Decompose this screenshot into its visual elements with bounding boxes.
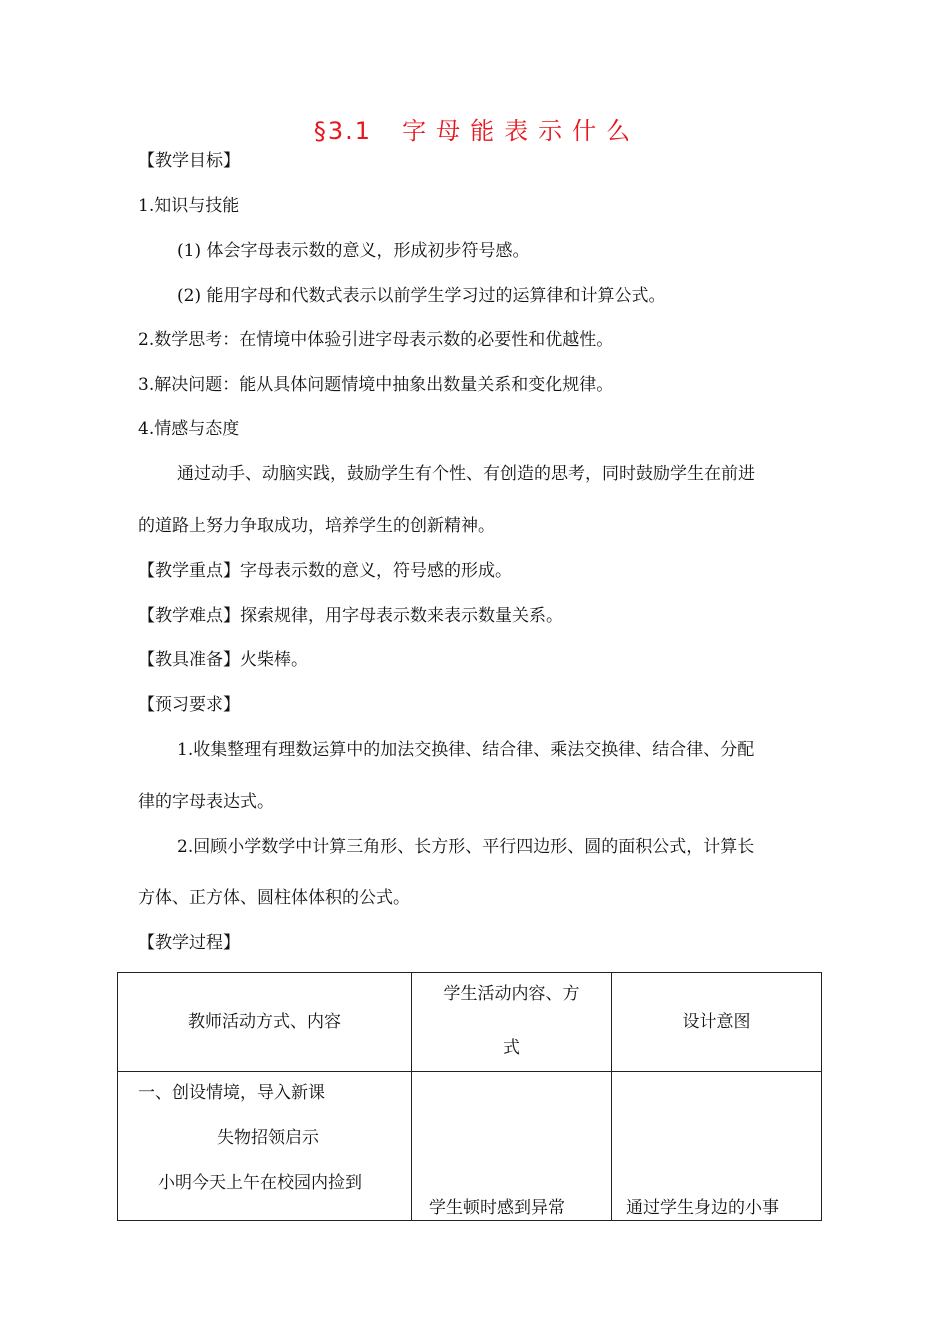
header-cell-teacher bbox=[118, 973, 412, 1072]
preview-item-1-line-1: 1.收集整理有理数运算中的加法交换律、结合律、乘法交换律、结合律、分配 bbox=[177, 740, 755, 760]
cell-text-notice-body: 小明今天上午在校园内捡到 bbox=[158, 1173, 362, 1193]
goal-item-4-paragraph-line-2: 的道路上努力争取成功，培养学生的创新精神。 bbox=[138, 516, 495, 536]
goal-item-4: 4.情感与态度 bbox=[138, 419, 240, 439]
cell-text-section: 一、创设情境，导入新课 bbox=[138, 1083, 325, 1103]
section-number: §3.1 bbox=[313, 117, 373, 145]
teaching-tools: 【教具准备】火柴棒。 bbox=[138, 650, 308, 670]
cell-text-student: 学生顿时感到异常 bbox=[429, 1198, 565, 1218]
page-title bbox=[0, 116, 950, 146]
title-char: 么 bbox=[606, 117, 633, 145]
header-label-student-line-2: 式 bbox=[503, 1038, 520, 1058]
header-label-teacher: 教师活动方式、内容 bbox=[188, 1012, 341, 1032]
cell-text-design: 通过学生身边的小事 bbox=[626, 1198, 779, 1218]
key-point: 【教学重点】字母表示数的意义，符号感的形成。 bbox=[138, 561, 512, 581]
table-cell-teacher bbox=[118, 1072, 412, 1221]
preview-heading: 【预习要求】 bbox=[138, 695, 240, 715]
title-char: 字 bbox=[402, 117, 429, 145]
header-cell-design bbox=[612, 973, 822, 1072]
table-header-row bbox=[118, 973, 822, 1072]
goal-item-1-sub-2: (2) 能用字母和代数式表示以前学生学习过的运算律和计算公式。 bbox=[177, 286, 666, 306]
title-char: 什 bbox=[572, 117, 599, 145]
goal-item-4-paragraph-line-1: 通过动手、动脑实践，鼓励学生有个性、有创造的思考，同时鼓励学生在前进 bbox=[177, 464, 755, 484]
goal-item-2: 2.数学思考：在情境中体验引进字母表示数的必要性和优越性。 bbox=[138, 330, 614, 350]
table-row bbox=[118, 1072, 822, 1221]
header-label-student-line-1: 学生活动内容、方 bbox=[443, 984, 580, 1004]
process-heading: 【教学过程】 bbox=[138, 933, 240, 953]
title-char: 母 bbox=[436, 117, 463, 145]
goal-item-1: 1.知识与技能 bbox=[138, 196, 240, 216]
preview-item-2-line-2: 方体、正方体、圆柱体体积的公式。 bbox=[138, 888, 410, 908]
title-char: 示 bbox=[538, 117, 565, 145]
header-cell-student bbox=[412, 973, 612, 1072]
teaching-process-table bbox=[117, 972, 822, 1221]
header-label-design: 设计意图 bbox=[682, 1012, 751, 1032]
preview-item-1-line-2: 律的字母表达式。 bbox=[138, 792, 274, 812]
preview-item-2-line-1: 2.回顾小学数学中计算三角形、长方形、平行四边形、圆的面积公式，计算长 bbox=[177, 837, 755, 857]
goals-heading: 【教学目标】 bbox=[138, 151, 240, 171]
table-cell-student bbox=[412, 1072, 612, 1221]
cell-text-notice-title: 失物招领启示 bbox=[217, 1128, 319, 1148]
difficulty: 【教学难点】探索规律，用字母表示数来表示数量关系。 bbox=[138, 606, 563, 626]
goal-item-3: 3.解决问题：能从具体问题情境中抽象出数量关系和变化规律。 bbox=[138, 375, 614, 395]
title-char: 能 bbox=[470, 117, 497, 145]
table-cell-design bbox=[612, 1072, 822, 1221]
title-char: 表 bbox=[504, 117, 531, 145]
goal-item-1-sub-1: (1) 体会字母表示数的意义，形成初步符号感。 bbox=[177, 241, 530, 261]
